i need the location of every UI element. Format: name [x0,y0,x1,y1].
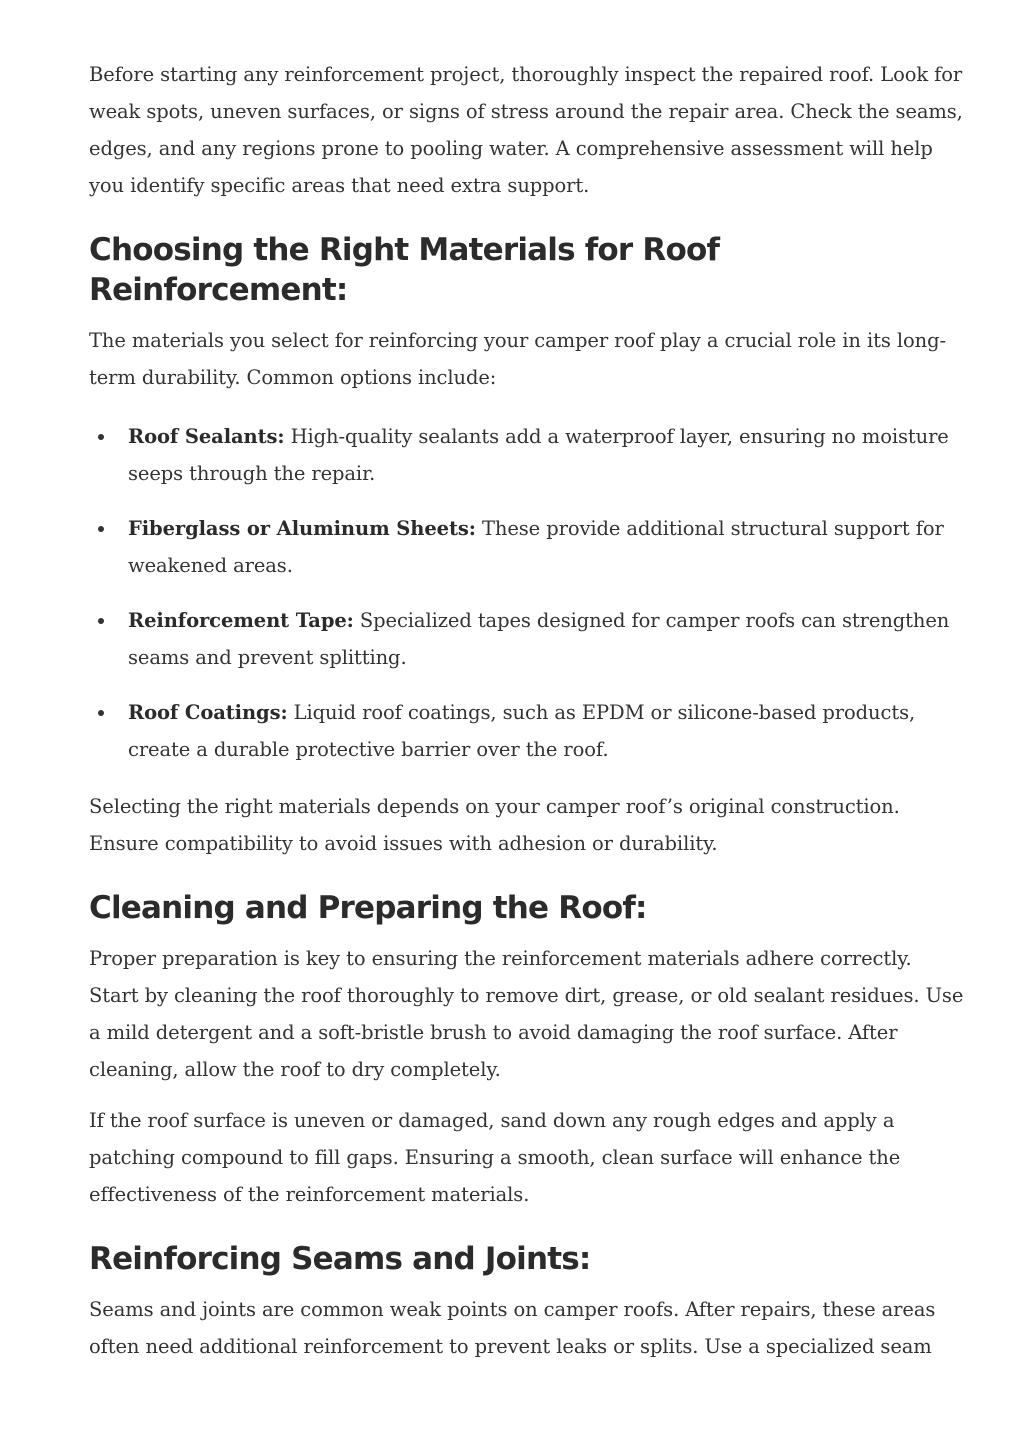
materials-intro-paragraph: The materials you select for reinforcing your camper roof play a crucial role in its long-term durability. Common options include: [89,329,946,389]
seams-heading: Reinforcing Seams and Joints: [89,1241,591,1277]
cleaning-heading: Cleaning and Preparing the Roof: [89,890,647,926]
list-item-reinforcement-tape [89,602,965,676]
bullet-icon [98,526,104,532]
materials-outro-paragraph: Selecting the right materials depends on your camper roof’s original construction. Ensure compatibility to avoid issues with adhesion or durability. [89,795,900,855]
materials-list [89,418,965,768]
seams-paragraph: Seams and joints are common weak points on camper roofs. After repairs, these areas often need additional reinforcement to prevent leaks or splits. Use a specialized seam [89,1298,936,1358]
list-item-roof-coatings [89,694,965,768]
list-item-term: Roof Sealants: [128,425,285,448]
list-item-text: High-quality sealants add a waterproof layer, ensuring no moisture seeps through the repair. [128,425,949,485]
list-item-text: Liquid roof coatings, such as EPDM or silicone-based products, create a durable protective barrier over the roof. [128,701,916,761]
list-item-roof-sealants [89,418,965,492]
cleaning-paragraph-1: Proper preparation is key to ensuring the reinforcement materials adhere correctly. Start by cleaning the roof thoroughly to remove dirt, grease, or old sealant residues. Use a mild detergent and a soft-bristle brush to avoid damaging the roof surface. After cleaning, allow the roof to dry completely. [89,947,964,1081]
list-item-text: These provide additional structural support for weakened areas. [128,517,944,577]
list-item-text: Specialized tapes designed for camper roofs can strengthen seams and prevent splitting. [128,609,950,669]
cleaning-paragraph-2: If the roof surface is uneven or damaged, sand down any rough edges and apply a patching compound to fill gaps. Ensuring a smooth, clean surface will enhance the effectiveness of the reinforcement materials. [89,1109,901,1206]
bullet-icon [98,434,104,440]
bullet-icon [98,618,104,624]
list-item-term: Reinforcement Tape: [128,609,354,632]
materials-heading: Choosing the Right Materials for Roof Reinforcement: [89,232,720,308]
intro-paragraph: Before starting any reinforcement project, thoroughly inspect the repaired roof. Look for weak spots, uneven surfaces, or signs of stress around the repair area. Check the seams, edges, and any regions prone to pooling water. A comprehensive assessment will help you identify specific areas that need extra support. [89,63,963,197]
list-item-fiberglass-sheets [89,510,965,584]
article-body [89,56,965,1379]
bullet-icon [98,710,104,716]
list-item-term: Fiberglass or Aluminum Sheets: [128,517,476,540]
list-item-term: Roof Coatings: [128,701,288,724]
